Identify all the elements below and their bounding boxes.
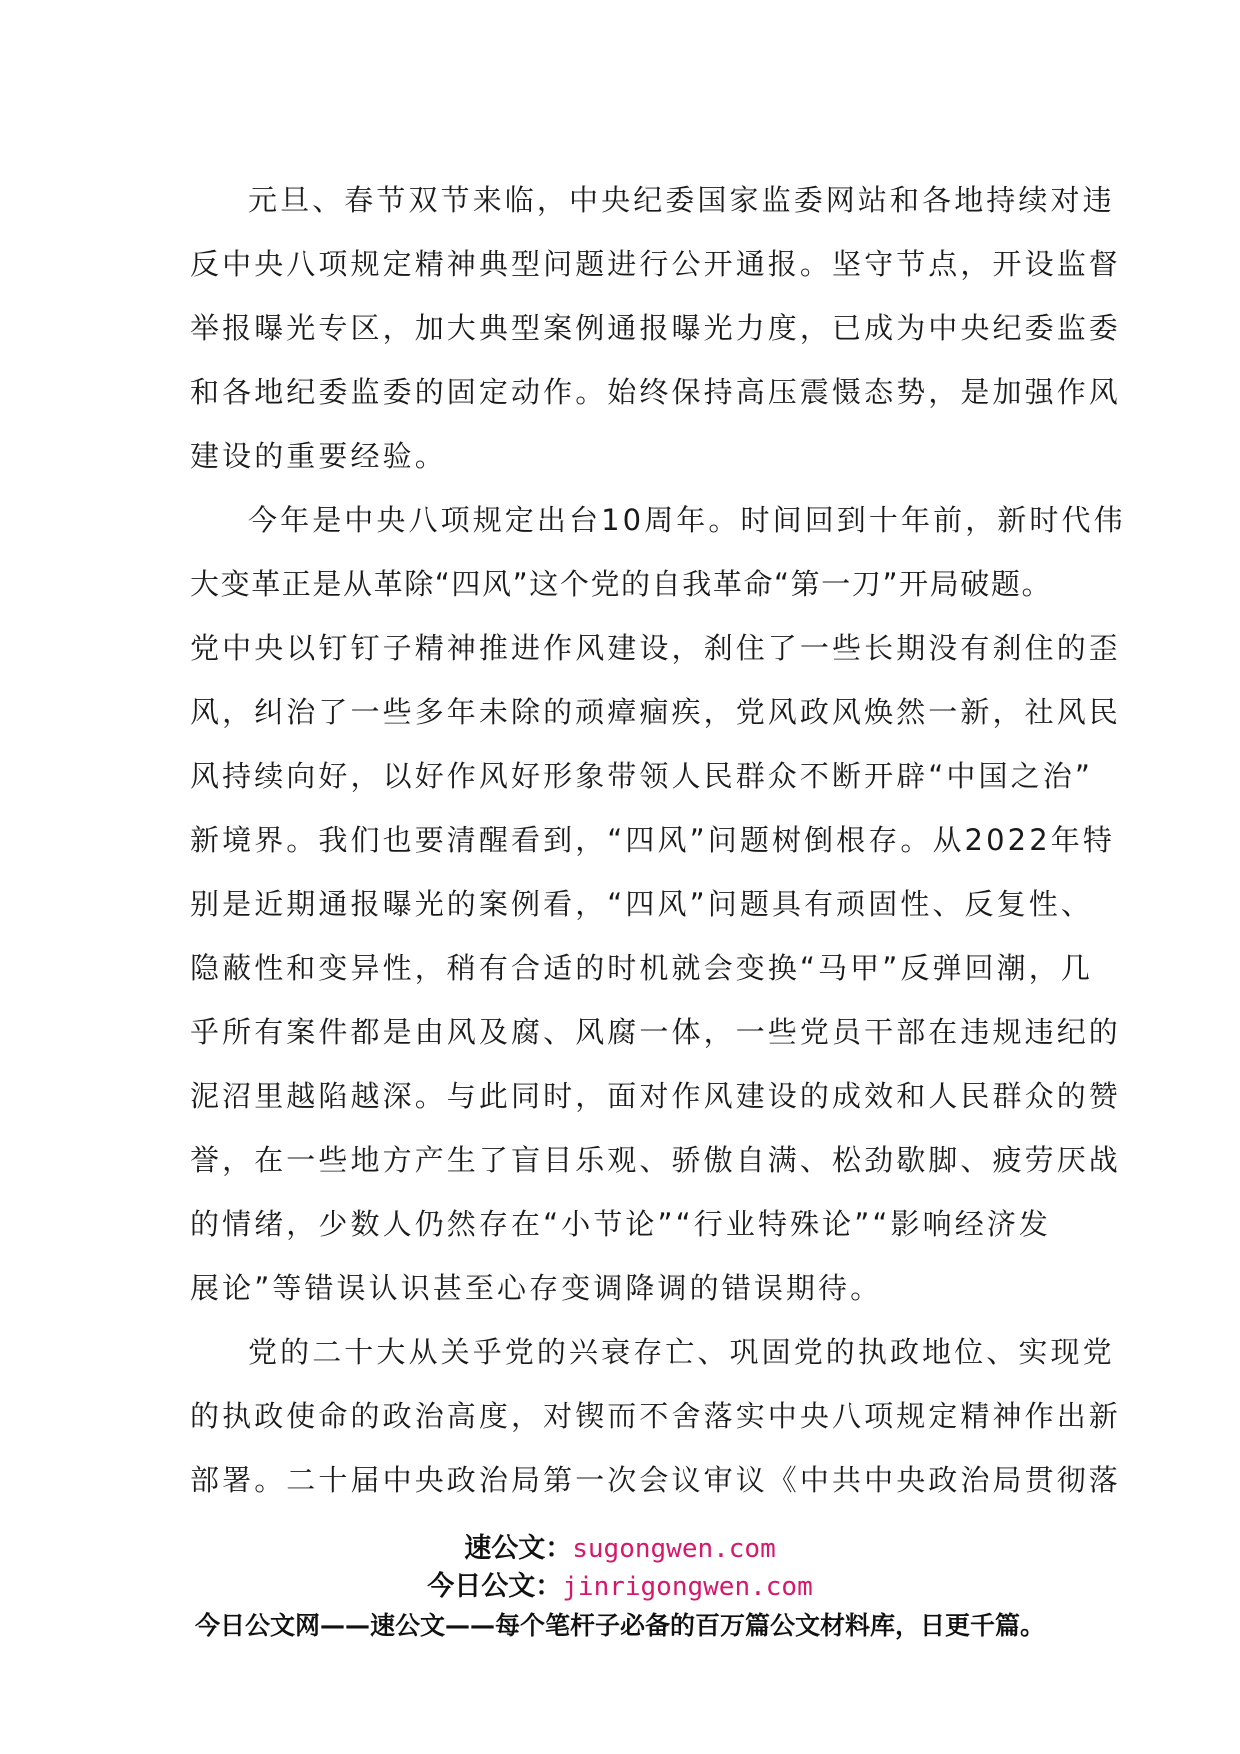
paragraph-2-line-13: 展论”等错误认识甚至心存变调降调的错误期待。 <box>190 1271 883 1305</box>
footer-slogan: 今日公文网——速公文——每个笔杆子必备的百万篇公文材料库，日更千篇。 <box>194 1611 1045 1640</box>
paragraph-3-line-3: 部署。二十届中央政治局第一次会议审议《中共中央政治局贯彻落 <box>190 1463 1121 1497</box>
footer-sugongwen-label: 速公文： <box>464 1533 573 1564</box>
paragraph-2-line-6: 新境界。我们也要清醒看到，“四风”问题树倒根存。从2022年特 <box>190 823 1115 857</box>
paragraph-2-line-12: 的情绪，少数人仍然存在“小节论”“行业特殊论”“影响经济发 <box>190 1207 1052 1241</box>
paragraph-1-line-2: 反中央八项规定精神典型问题进行公开通报。坚守节点，开设监督 <box>190 247 1121 281</box>
paragraph-3-line-2: 的执政使命的政治高度，对锲而不舍落实中央八项规定精神作出新 <box>190 1399 1121 1433</box>
paragraph-2-line-3: 党中央以钉钉子精神推进作风建设，刹住了一些长期没有刹住的歪 <box>190 631 1121 665</box>
footer-sugongwen <box>0 1530 1240 1568</box>
paragraph-2-line-8: 隐蔽性和变异性，稍有合适的时机就会变换“马甲”反弹回潮，几 <box>190 951 1093 985</box>
footer-sugongwen-link[interactable]: sugongwen.com <box>572 1534 776 1564</box>
paragraph-1-line-1: 元旦、春节双节来临，中央纪委国家监委网站和各地持续对违 <box>248 183 1115 217</box>
paragraph-2-line-9: 乎所有案件都是由风及腐、风腐一体，一些党员干部在违规违纪的 <box>190 1015 1121 1049</box>
paragraph-2-line-11: 誉，在一些地方产生了盲目乐观、骄傲自满、松劲歇脚、疲劳厌战 <box>190 1143 1121 1177</box>
paragraph-2-line-4: 风，纠治了一些多年未除的顽瘴痼疾，党风政风焕然一新，社风民 <box>190 695 1121 729</box>
footer <box>0 1530 1240 1646</box>
paragraph-2-line-5: 风持续向好，以好作风好形象带领人民群众不断开辟“中国之治” <box>190 759 1093 793</box>
footer-jinrigongwen-link[interactable]: jinrigongwen.com <box>562 1572 813 1602</box>
paragraph-2-line-2: 大变革正是从革除“四风”这个党的自我革命“第一刀”开局破题。 <box>190 567 1053 601</box>
paragraph-1-line-3: 举报曝光专区，加大典型案例通报曝光力度，已成为中央纪委监委 <box>190 311 1121 345</box>
paragraph-2-line-10: 泥沼里越陷越深。与此同时，面对作风建设的成效和人民群众的赞 <box>190 1079 1121 1113</box>
paragraph-1-line-5: 建设的重要经验。 <box>190 439 447 473</box>
paragraph-2-line-7: 别是近期通报曝光的案例看，“四风”问题具有顽固性、反复性、 <box>190 887 1093 921</box>
paragraph-2-line-1: 今年是中央八项规定出台10周年。时间回到十年前，新时代伟 <box>248 503 1126 537</box>
paragraph-1-line-4: 和各地纪委监委的固定动作。始终保持高压震慑态势，是加强作风 <box>190 375 1121 409</box>
paragraph-3-line-1: 党的二十大从关乎党的兴衰存亡、巩固党的执政地位、实现党 <box>248 1335 1115 1369</box>
footer-jinrigongwen <box>0 1568 1240 1606</box>
footer-jinrigongwen-label: 今日公文： <box>427 1571 563 1602</box>
document-body <box>190 168 1126 1512</box>
